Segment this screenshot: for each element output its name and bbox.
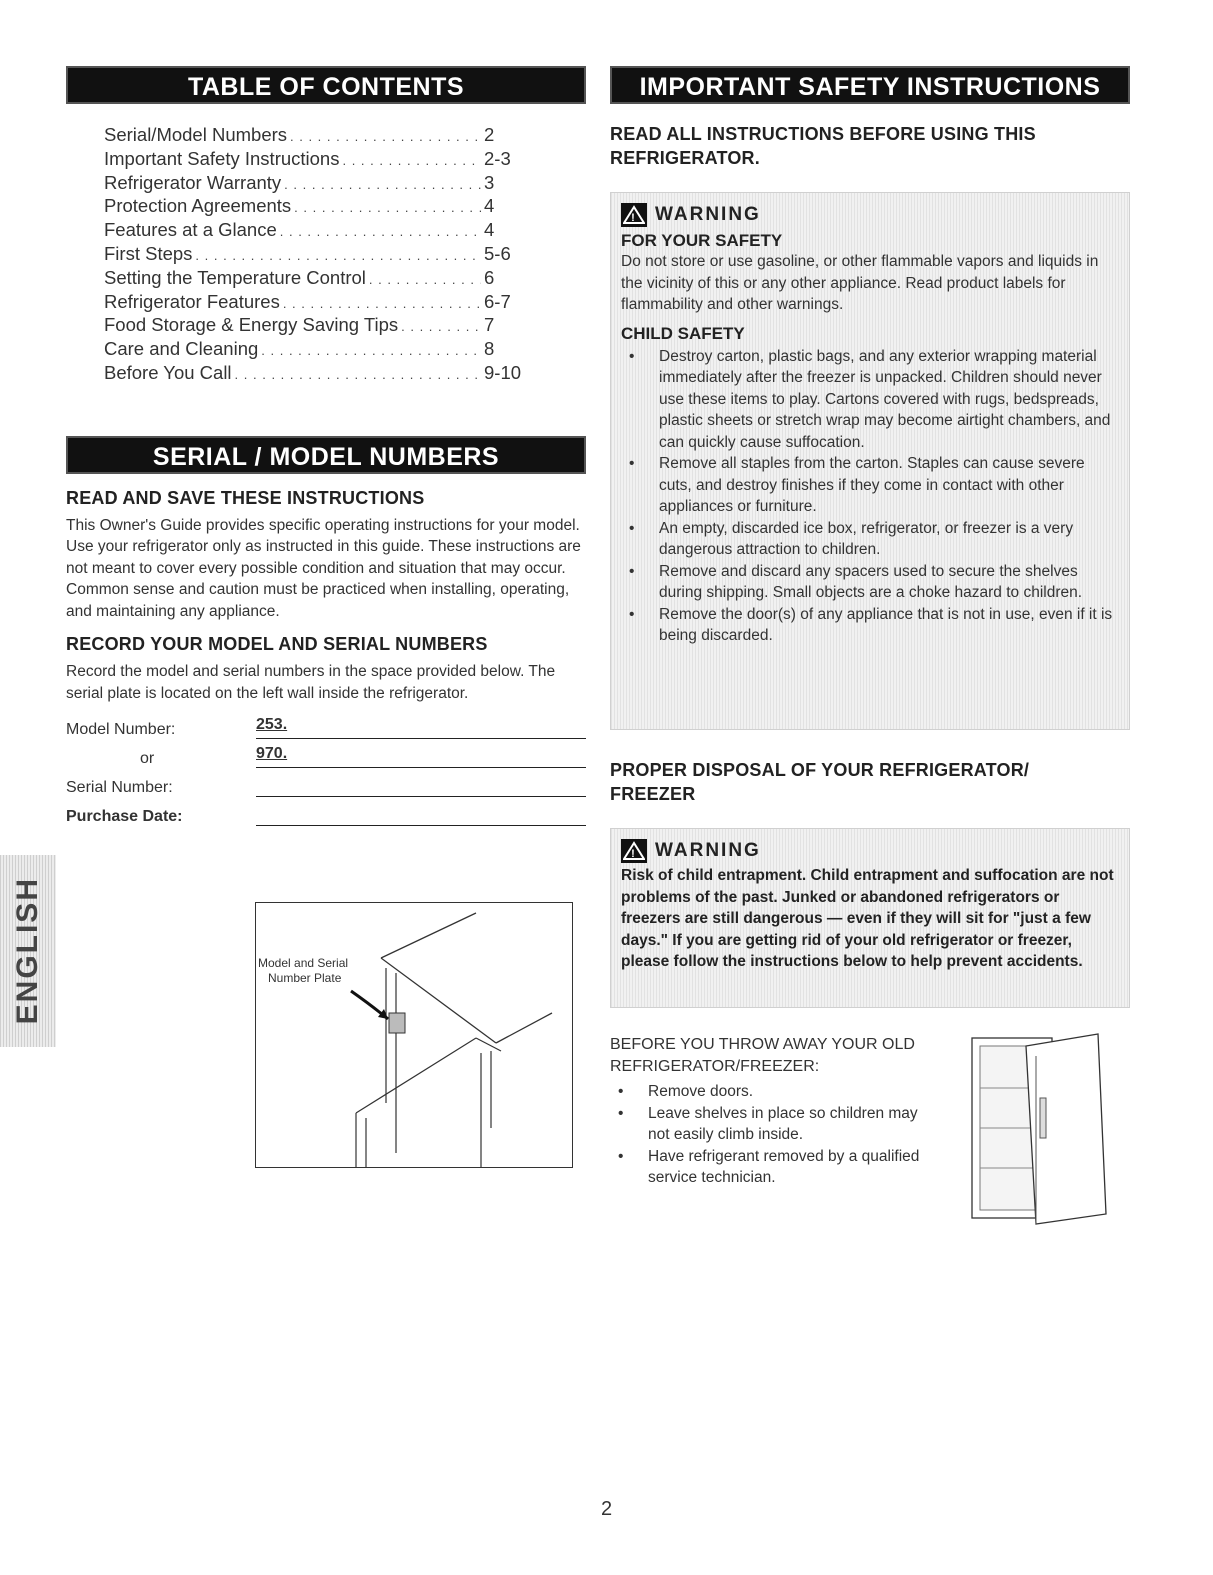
warning-triangle-icon bbox=[621, 839, 647, 863]
model-number-row bbox=[66, 710, 586, 739]
model-number-label: Model Number: bbox=[66, 721, 176, 739]
list-item: • Leave shelves in place so children may not easily climb inside. bbox=[610, 1103, 940, 1146]
warning-title bbox=[621, 203, 1119, 227]
toc-item[interactable] bbox=[104, 314, 524, 338]
list-item: • Remove the door(s) of any appliance that is not in use, even if it is being discarded. bbox=[621, 604, 1119, 647]
left-column bbox=[66, 66, 586, 826]
toc-item-label: First Steps bbox=[104, 242, 193, 264]
read-save-heading: READ AND SAVE THESE INSTRUCTIONS bbox=[66, 487, 425, 508]
toc-item[interactable] bbox=[104, 291, 524, 315]
toc-leader bbox=[195, 248, 481, 263]
toc-item-page: 3 bbox=[484, 171, 495, 193]
toc-leader bbox=[294, 200, 481, 215]
toc-leader bbox=[284, 177, 481, 192]
right-column bbox=[610, 66, 1130, 1224]
toc-item-label: Protection Agreements bbox=[104, 195, 292, 217]
toc-item-label: Before You Call bbox=[104, 361, 232, 383]
child-safety-heading: CHILD SAFETY bbox=[621, 323, 745, 343]
toc-item[interactable] bbox=[104, 148, 524, 172]
toc-item-label: Care and Cleaning bbox=[104, 338, 259, 360]
warning-title bbox=[621, 839, 1119, 863]
toc-item-page: 7 bbox=[484, 314, 495, 336]
record-text: Record the model and serial numbers in the space provided below. The serial plate is located on the left wall inside the refrigerator. bbox=[66, 663, 556, 702]
toc-item-label: Important Safety Instructions bbox=[104, 147, 340, 169]
list-item: • Remove and discard any spacers used to secure the shelves during shipping. Small objects are a choke hazard to children. bbox=[621, 561, 1119, 604]
toc-item[interactable] bbox=[104, 362, 524, 386]
list-item: • Remove all staples from the carton. Staples can cause severe cuts, and destroy finishes if they come in contact with other appliances or furniture. bbox=[621, 453, 1119, 518]
purchase-date-field[interactable] bbox=[256, 803, 586, 826]
disposal-heading: PROPER DISPOSAL OF YOUR REFRIGERATOR/ FREEZER bbox=[610, 760, 1030, 804]
model-number-field-2[interactable]: 970. bbox=[256, 745, 586, 768]
safety-banner: IMPORTANT SAFETY INSTRUCTIONS bbox=[610, 66, 1130, 104]
toc-item[interactable] bbox=[104, 267, 524, 291]
toc-item-page: 6 bbox=[484, 266, 495, 288]
for-safety-text: Do not store or use gasoline, or other flammable vapors and liquids in the vicinity of this or any other appliance. Read product labels for flammability and other warnings. bbox=[621, 253, 1099, 313]
toc-leader bbox=[342, 153, 481, 168]
toc-item-label: Food Storage & Energy Saving Tips bbox=[104, 314, 399, 336]
toc-leader bbox=[283, 296, 481, 311]
toc-leader bbox=[235, 367, 481, 382]
toc-leader bbox=[261, 343, 481, 358]
serial-number-row bbox=[66, 768, 586, 797]
warning-label: WARNING bbox=[655, 204, 761, 225]
throw-away-section bbox=[610, 1034, 1130, 1224]
toc-item-label: Refrigerator Warranty bbox=[104, 171, 282, 193]
warning-triangle-icon bbox=[621, 203, 647, 227]
toc-item-page: 5-6 bbox=[484, 242, 511, 264]
toc-banner: TABLE OF CONTENTS bbox=[66, 66, 586, 104]
diagram-label-line-2: Number Plate bbox=[268, 971, 342, 985]
toc-item-page: 2 bbox=[484, 124, 495, 145]
purchase-date-row bbox=[66, 797, 586, 826]
toc-item-page: 4 bbox=[484, 195, 495, 217]
serial-number-label: Serial Number: bbox=[66, 779, 173, 797]
for-safety-heading: FOR YOUR SAFETY bbox=[621, 231, 783, 250]
page-number: 2 bbox=[600, 1498, 613, 1520]
toc-item-page: 8 bbox=[484, 338, 495, 360]
list-item: • Have refrigerant removed by a qualified service technician. bbox=[610, 1146, 940, 1189]
model-number-field-1[interactable]: 253. bbox=[256, 716, 586, 739]
toc-item[interactable] bbox=[104, 172, 524, 196]
or-label: or bbox=[140, 750, 155, 768]
toc-item-page: 2-3 bbox=[484, 147, 511, 169]
toc-item-label: Features at a Glance bbox=[104, 219, 277, 241]
toc-item-page: 6-7 bbox=[484, 290, 511, 312]
toc-item[interactable] bbox=[104, 243, 524, 267]
toc-item[interactable] bbox=[104, 338, 524, 362]
toc-item[interactable] bbox=[104, 219, 524, 243]
read-save-text: This Owner's Guide provides specific operating instructions for your model. Use your refrigerator only as instructed in this guide. These instructions are not meant to cover every possible condition and situation that may occur. Common sense and caution must be practiced when installing, operating, and maintaining any appliance. bbox=[66, 516, 581, 620]
model-number-alt-row bbox=[66, 739, 586, 768]
table-of-contents bbox=[104, 124, 524, 386]
toc-item[interactable] bbox=[104, 124, 524, 148]
toc-item-page: 9-10 bbox=[484, 361, 522, 383]
throw-away-list bbox=[610, 1081, 940, 1189]
toc-leader bbox=[369, 272, 481, 287]
toc-item[interactable] bbox=[104, 195, 524, 219]
list-item: • Destroy carton, plastic bags, and any exterior wrapping material immediately after the freezer is unpacked. Children should never use these items to play. Cartons covered with rugs, bedspreads, plastic sheets or stretch wrap may become airtight chambers, and can quickly cause suffocation. bbox=[621, 346, 1119, 454]
toc-leader bbox=[290, 129, 481, 144]
list-item: • An empty, discarded ice box, refrigerator, or freezer is a very dangerous attraction to children. bbox=[621, 518, 1119, 561]
language-tab-label: ENGLISH bbox=[11, 877, 44, 1025]
toc-item-label: Setting the Temperature Control bbox=[104, 266, 366, 288]
toc-item-label: Refrigerator Features bbox=[104, 290, 280, 312]
list-item: • Remove doors. bbox=[610, 1081, 940, 1103]
warning-box-disposal bbox=[610, 828, 1130, 1008]
serial-number-field[interactable] bbox=[256, 774, 586, 797]
read-all-heading: READ ALL INSTRUCTIONS BEFORE USING THIS REFRIGERATOR. bbox=[610, 124, 1036, 168]
diagram-label-line-1: Model and Serial bbox=[258, 956, 349, 970]
before-throw-heading: BEFORE YOU THROW AWAY YOUR OLD REFRIGERATOR/FREEZER: bbox=[610, 1036, 915, 1075]
toc-item-page: 4 bbox=[484, 219, 495, 241]
number-fields bbox=[66, 710, 586, 826]
toc-leader bbox=[280, 224, 481, 239]
toc-leader bbox=[401, 319, 481, 334]
open-refrigerator-illustration bbox=[966, 1028, 1114, 1228]
svg-text:!: ! bbox=[631, 848, 637, 860]
serial-banner: SERIAL / MODEL NUMBERS bbox=[66, 436, 586, 474]
child-safety-list bbox=[621, 346, 1119, 647]
serial-plate-diagram bbox=[255, 902, 573, 1168]
svg-text:!: ! bbox=[631, 212, 637, 224]
toc-item-label: Serial/Model Numbers bbox=[104, 124, 288, 145]
warning-box-safety bbox=[610, 192, 1130, 730]
refrigerator-interior-illustration bbox=[256, 903, 572, 1167]
record-heading: RECORD YOUR MODEL AND SERIAL NUMBERS bbox=[66, 634, 488, 655]
purchase-date-label: Purchase Date: bbox=[66, 808, 183, 826]
warning-label: WARNING bbox=[655, 840, 761, 861]
warning-disposal-text: Risk of child entrapment. Child entrapment and suffocation are not problems of the past. Junked or abandoned refrigerators or freezers are still dangerous — even if they will sit for "just a few days." If you are getting rid of your old refrigerator or freezer, please follow the instructions below to help prevent accidents. bbox=[621, 867, 1114, 970]
language-side-tab bbox=[0, 855, 56, 1047]
